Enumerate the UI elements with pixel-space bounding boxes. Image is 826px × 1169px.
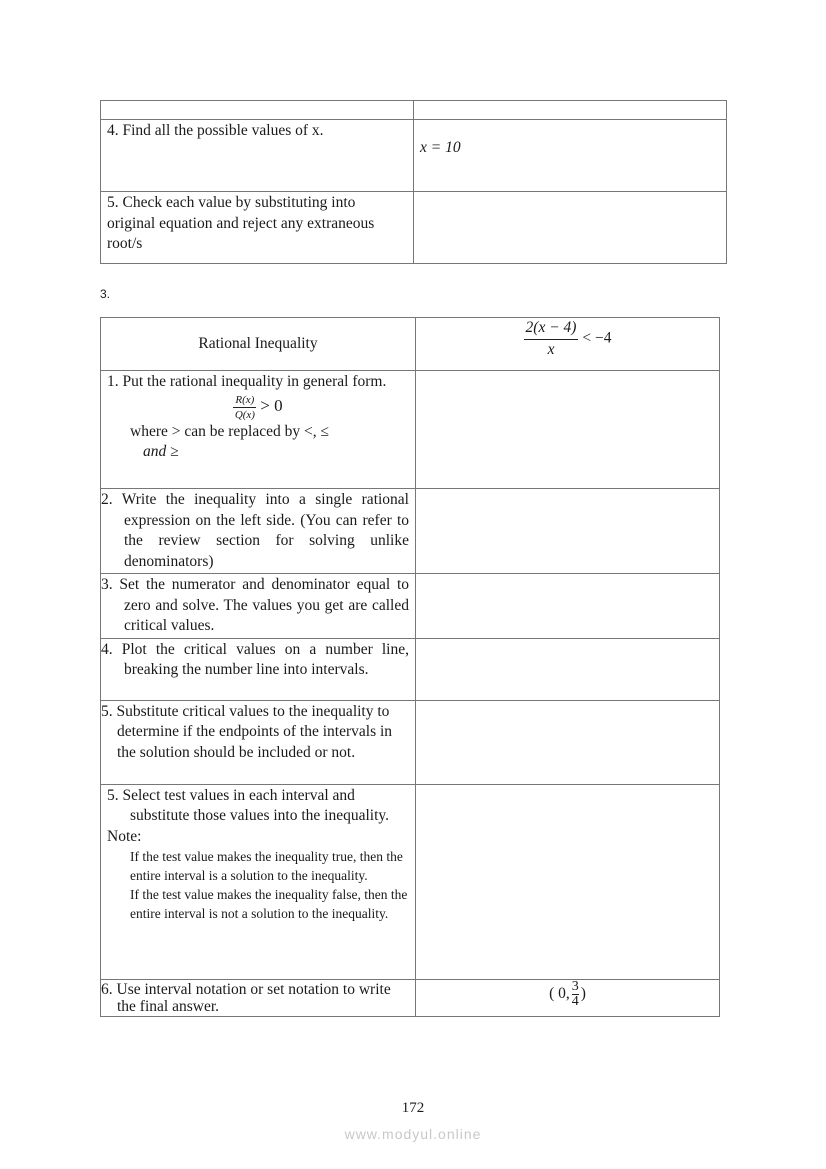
step-cell: 3. Set the numerator and denominator equal to zero and solve. The values you get are called critical values. (101, 574, 416, 639)
answer-cell (416, 489, 720, 574)
note-label: Note: (107, 827, 142, 845)
step-cell: 5. Substitute critical values to the inequality to determine if the endpoints of the intervals in the solution should be included or not. (101, 700, 416, 784)
step-text: 1. Put the rational inequality in general form. (107, 373, 387, 390)
interval-close: ) (580, 984, 586, 1002)
interval-open: ( 0, (549, 984, 570, 1002)
expression-fraction (524, 318, 579, 360)
expression-rhs: < −4 (582, 329, 612, 347)
step-cell: 5. Check each value by substituting into original equation and reject any extraneous root/s (101, 192, 414, 264)
rational-inequality-table (100, 317, 720, 1017)
answer-cell (416, 574, 720, 639)
note-text: If the test value makes the inequality false, then the entire interval is not a solution to the inequality. (130, 887, 408, 921)
denominator: 4 (571, 993, 579, 1009)
table-row (101, 489, 720, 574)
numerator: R(x) (235, 393, 255, 406)
answer-cell (416, 700, 720, 784)
denominator: x (547, 340, 555, 358)
answer-cell (416, 371, 720, 489)
where-text: where > can be replaced by <, ≤ (130, 422, 329, 440)
step-cell (101, 101, 414, 120)
general-form-rhs: > 0 (260, 395, 283, 415)
table-row (101, 574, 720, 639)
table-header-row (101, 318, 720, 371)
numerator: 2(x − 4) (524, 318, 579, 340)
answer-cell (416, 638, 720, 700)
table-row (101, 101, 727, 120)
general-form (107, 393, 409, 422)
step-cell: 2. Write the inequality into a single rational expression on the left side. (You can refer to the review section for solving unlike denominators) (101, 489, 416, 574)
general-form-fraction (233, 393, 256, 422)
table-row (101, 784, 720, 979)
step-cell (101, 784, 416, 979)
header-expression (416, 318, 720, 371)
watermark: www.modyul.online (344, 1126, 482, 1142)
final-answer-cell (416, 979, 720, 1016)
header-label: Rational Inequality (101, 318, 416, 371)
answer-cell (414, 101, 727, 120)
page-number: 172 (401, 1100, 425, 1116)
steps-table-equation (100, 100, 727, 264)
step-text: 5. Select test values in each interval and substitute those values into the inequality. (107, 786, 390, 824)
section-label: 3. (100, 287, 111, 301)
step-cell: 6. Use interval notation or set notation to write the final answer. (101, 979, 416, 1016)
denominator: Q(x) (234, 408, 255, 421)
step-cell: 4. Plot the critical values on a number line, breaking the number line into intervals. (101, 638, 416, 700)
note-text: If the test value makes the inequality true, then the entire interval is a solution to the inequality. (130, 849, 403, 883)
answer-cell (416, 784, 720, 979)
interval-fraction (570, 980, 581, 1009)
table-row (101, 700, 720, 784)
numerator: 3 (571, 978, 579, 994)
table-row (101, 192, 727, 264)
answer-cell (414, 192, 727, 264)
answer-cell: x = 10 (414, 120, 727, 192)
table-row (101, 371, 720, 489)
table-row (101, 979, 720, 1016)
step-cell: 4. Find all the possible values of x. (101, 120, 414, 192)
step-cell (101, 371, 416, 489)
table-row (101, 120, 727, 192)
table-row (101, 638, 720, 700)
and-text: and ≥ (143, 443, 179, 460)
